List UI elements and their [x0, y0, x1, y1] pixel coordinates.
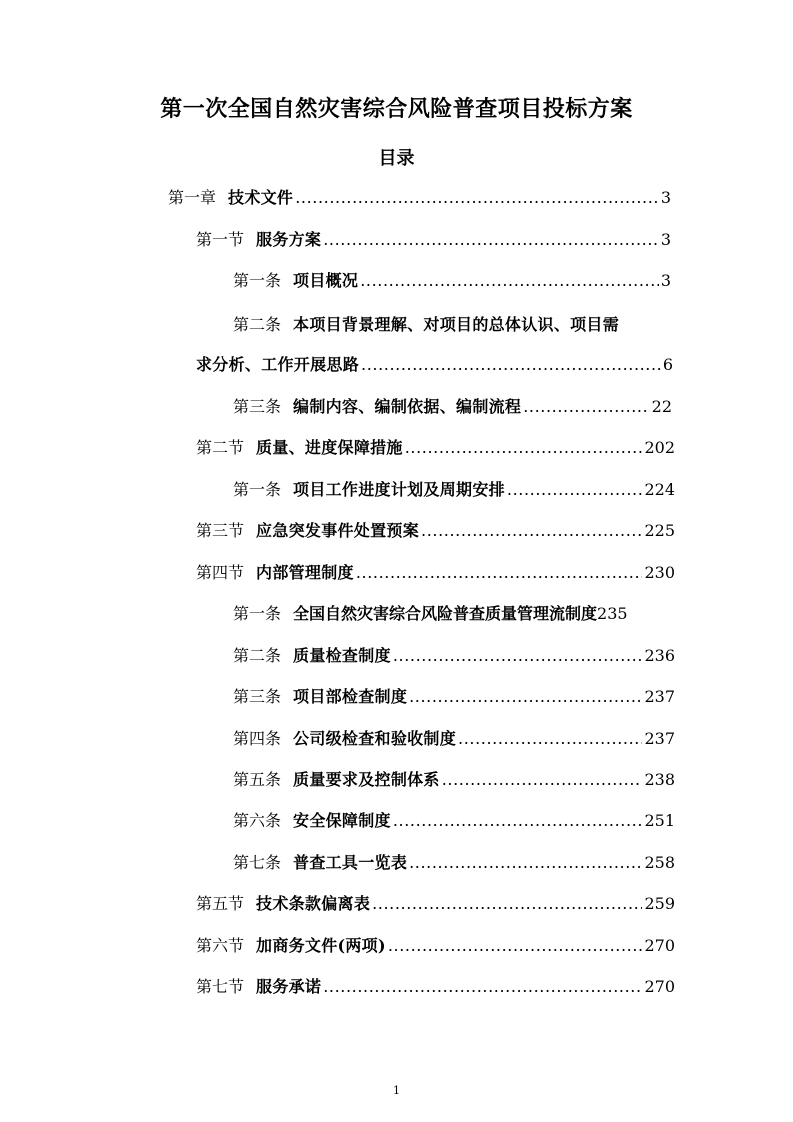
toc-entry-article[interactable]	[233, 684, 675, 710]
toc-entry-title-continued: 求分析、工作开展思路	[196, 355, 360, 374]
toc-entry-title: 内部管理制度	[256, 563, 354, 582]
toc-leader-dots	[295, 185, 659, 211]
toc-entry-page: 3	[660, 271, 671, 290]
toc-entry-label: 第四节	[196, 563, 245, 582]
toc-entry-page: 259	[644, 894, 675, 913]
toc-entry-title: 技术文件	[228, 188, 294, 207]
toc-entry-title: 质量要求及控制体系	[293, 770, 440, 789]
toc-entry-page: 258	[644, 853, 675, 872]
toc-entry-title: 安全保障制度	[293, 811, 391, 830]
toc-entry-page: 3	[660, 188, 671, 207]
toc-entry-article-continued[interactable]	[196, 352, 673, 378]
toc-entry-label: 第七节	[196, 977, 245, 996]
toc-entry-title: 加商务文件(两项)	[256, 936, 386, 955]
toc-entry-article[interactable]	[233, 394, 672, 420]
toc-entry-label: 第三节	[196, 521, 245, 540]
toc-entry-article[interactable]	[233, 601, 681, 627]
toc-leader-dots	[393, 808, 643, 834]
toc-entry-section-4[interactable]	[196, 560, 675, 586]
toc-entry-title: 普查工具一览表	[293, 853, 408, 872]
toc-entry-page: 6	[662, 355, 673, 374]
toc-entry-section-6[interactable]	[196, 933, 675, 959]
toc-entry-label: 第二节	[196, 438, 245, 457]
toc-entry-title: 应急突发事件处置预案	[256, 521, 420, 540]
toc-entry-title: 项目部检查制度	[293, 687, 408, 706]
toc-entry-article[interactable]	[233, 726, 675, 752]
toc-entry-label: 第一章	[168, 188, 217, 207]
toc-entry-label: 第五条	[233, 770, 282, 789]
toc-entry-label: 第五节	[196, 894, 245, 913]
toc-entry-label: 第二条	[233, 646, 282, 665]
toc-entry-section-5[interactable]	[196, 891, 675, 917]
toc-entry-page: 235	[597, 604, 628, 623]
toc-leader-dots	[360, 268, 659, 294]
toc-entry-section-3[interactable]	[196, 518, 675, 544]
toc-entry-page: 202	[644, 438, 675, 457]
toc-entry-label: 第一节	[196, 230, 245, 249]
toc-entry-page: 3	[660, 230, 671, 249]
toc-entry-article[interactable]	[233, 767, 675, 793]
toc-entry-article[interactable]	[233, 808, 675, 834]
toc-entry-page: 237	[644, 729, 675, 748]
toc-entry-title: 服务承诺	[256, 977, 322, 996]
toc-heading: 目录	[378, 148, 415, 169]
toc-leader-dots	[421, 518, 642, 544]
toc-leader-dots	[507, 477, 643, 503]
toc-entry-label: 第四条	[233, 729, 282, 748]
toc-entry-article[interactable]	[233, 850, 675, 876]
toc-entry-label: 第三条	[233, 397, 282, 416]
toc-entry-title: 质量检查制度	[293, 646, 391, 665]
toc-entry-page: 251	[644, 811, 675, 830]
toc-entry-label: 第六条	[233, 811, 282, 830]
toc-entry-page: 237	[644, 687, 675, 706]
toc-entry-page: 236	[644, 646, 675, 665]
toc-entry-label: 第一条	[233, 271, 282, 290]
toc-entry-section-7[interactable]	[196, 974, 675, 1000]
toc-entry-page: 22	[651, 397, 672, 416]
toc-entry-title: 编制内容、编制依据、编制流程	[293, 397, 522, 416]
toc-entry-article[interactable]	[233, 477, 675, 503]
toc-entry-section-1[interactable]	[196, 227, 671, 253]
toc-entry-title: 技术条款偏离表	[256, 894, 371, 913]
toc-entry-label: 第一条	[233, 604, 282, 623]
toc-entry-label: 第三条	[233, 687, 282, 706]
toc-entry-page: 238	[644, 770, 675, 789]
page-number: 1	[393, 1084, 400, 1097]
toc-entry-page: 230	[644, 563, 675, 582]
toc-leader-dots	[361, 352, 661, 378]
toc-leader-dots	[442, 767, 643, 793]
toc-entry-label: 第一条	[233, 480, 282, 499]
toc-entry-chapter-1[interactable]	[168, 185, 671, 211]
toc-leader-dots	[323, 227, 659, 253]
toc-leader-dots	[393, 643, 643, 669]
toc-entry-page: 225	[644, 521, 675, 540]
toc-leader-dots	[372, 891, 642, 917]
toc-entry-label: 第二条	[233, 315, 282, 334]
toc-leader-dots	[458, 726, 642, 752]
toc-entry-title: 全国自然灾害综合风险普查质量管理流制度	[293, 604, 598, 623]
toc-leader-dots	[323, 974, 642, 1000]
toc-leader-dots	[409, 684, 642, 710]
toc-entry-title: 服务方案	[256, 230, 322, 249]
document-title: 第一次全国自然灾害综合风险普查项目投标方案	[160, 97, 633, 122]
toc-entry-page: 270	[644, 936, 675, 955]
toc-entry-title: 本项目背景理解、对项目的总体认识、项目需	[293, 315, 620, 334]
toc-entry-section-2[interactable]	[196, 435, 675, 461]
toc-leader-dots	[409, 850, 642, 876]
toc-leader-dots	[356, 560, 643, 586]
toc-entry-label: 第六节	[196, 936, 245, 955]
toc-leader-dots	[388, 933, 643, 959]
toc-entry-title: 公司级检查和验收制度	[293, 729, 457, 748]
toc-entry-page: 224	[644, 480, 675, 499]
toc-entry-page: 270	[644, 977, 675, 996]
toc-entry-article[interactable]	[233, 643, 675, 669]
toc-entry-article[interactable]	[233, 312, 678, 338]
toc-entry-title: 项目工作进度计划及周期安排	[293, 480, 505, 499]
toc-entry-title: 项目概况	[293, 271, 359, 290]
toc-leader-dots	[523, 394, 649, 420]
toc-entry-article[interactable]	[233, 268, 671, 294]
toc-entry-label: 第七条	[233, 853, 282, 872]
toc-leader-dots	[405, 435, 643, 461]
toc-entry-title: 质量、进度保障措施	[256, 438, 403, 457]
